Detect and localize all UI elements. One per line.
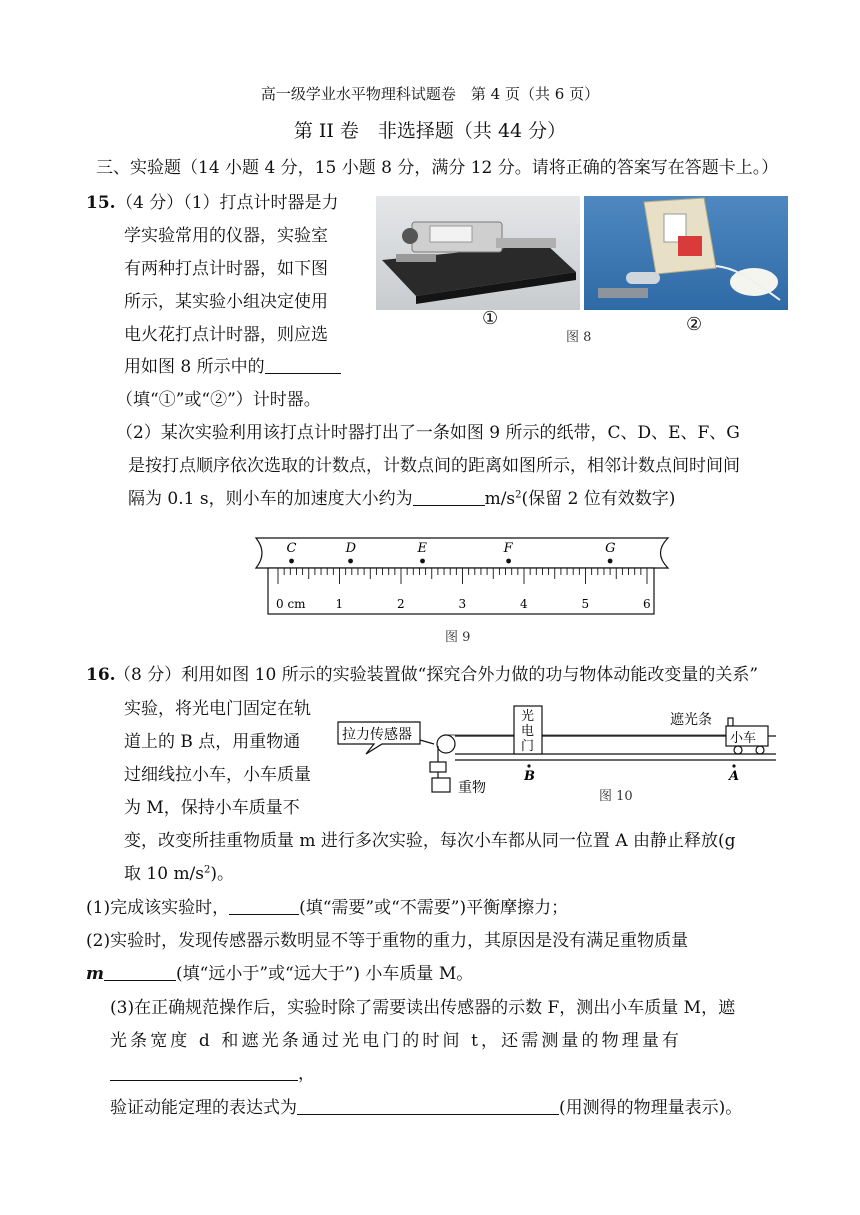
q15-answer-blank-2[interactable]	[413, 489, 485, 506]
fig9-caption: 图 9	[445, 630, 471, 645]
weight-box	[432, 778, 450, 792]
q15-number: 15.	[86, 193, 116, 213]
point-b-label: B	[524, 769, 535, 784]
q16-answer-blank-2[interactable]	[104, 964, 176, 981]
q16-line3: 道上的 B 点，用重物通	[124, 732, 301, 752]
fig9-tape-ruler	[240, 530, 680, 620]
ruler-unit-label: 0 cm	[276, 597, 306, 611]
fig10-caption: 图 10	[599, 789, 633, 804]
q16-s1: (1)完成该实验时， (填“需要”或“不需要”)平衡摩擦力；	[86, 898, 569, 918]
q15-answer-blank-1[interactable]	[265, 357, 341, 374]
tape-point-label: C	[286, 541, 297, 556]
ruler-tick-label: 2	[397, 597, 405, 611]
strip-label: 遮光条	[670, 712, 712, 728]
q16-line1: （8 分）利用如图 10 所示的实验装置做“探究合外力做的功与物体动能改变量的关系”	[114, 665, 759, 685]
q15-line2: 学实验常用的仪器，实验室	[124, 226, 328, 246]
q16-s3-line1: (3)在正确规范操作后，实验时除了需要读出传感器的示数 F，测出小车质量 M，遮	[110, 998, 736, 1018]
q16-line2: 实验，将光电门固定在轨	[124, 699, 311, 719]
tape-point	[348, 559, 353, 564]
fig8-label-2: ②	[686, 314, 703, 335]
fig8-photo-2	[584, 196, 788, 310]
q15-line6: 用如图 8 所示中的	[124, 357, 341, 377]
point-a-label: A	[729, 769, 740, 784]
q16-line7: 取 10 $m/s^2$)。	[124, 864, 235, 884]
tape-point-label: G	[605, 541, 616, 556]
q16-s2-line2: m (填“远小于”或“远大于”) 小车质量 M。	[86, 964, 474, 984]
tape-point-label: F	[503, 541, 513, 556]
fig8-label-1: ①	[482, 308, 499, 329]
q15-line1: （4 分）（1）打点计时器是力	[116, 193, 339, 213]
fig8-timer-2-illustration	[584, 196, 788, 310]
gate-label-3: 门	[521, 739, 535, 754]
q16-answer-blank-3[interactable]	[110, 1064, 298, 1081]
gate-label-1: 光	[521, 709, 535, 724]
tape-point	[608, 559, 613, 564]
ruler-tick-label: 3	[458, 597, 467, 611]
ruler-tick-label: 5	[581, 597, 590, 611]
q15-line3: 有两种打点计时器，如下图	[124, 259, 328, 279]
fig8-caption: 图 8	[566, 330, 592, 345]
tape-point	[420, 559, 425, 564]
sensor-label: 拉力传感器	[342, 727, 412, 743]
q15-line7: （填“①”或“②”）计时器。	[116, 390, 321, 410]
ruler-tick-label: 1	[335, 597, 344, 611]
q16-s3-line4: 验证动能定理的表达式为 (用测得的物理量表示)。	[110, 1098, 743, 1118]
q15-part2-line1: （2）某次实验利用该打点计时器打出了一条如图 9 所示的纸带，C、D、E、F、G	[116, 423, 740, 443]
q16-line4: 过细线拉小车，小车质量	[124, 765, 311, 785]
tape-point	[289, 559, 294, 564]
ruler-tick-label: 4	[520, 597, 528, 611]
page-header: 高一级学业水平物理科试题卷 第 4 页（共 6 页）	[260, 85, 600, 103]
weight-label: 重物	[458, 780, 486, 796]
q15-part2-line2: 是按打点顺序依次选取的计数点，计数点间的距离如图所示，相邻计数点间时间间	[128, 456, 740, 476]
part-title: 第 II 卷 非选择题（共 44 分）	[293, 120, 567, 142]
fig8-timer-1-illustration	[376, 196, 580, 310]
q16-s2-line1: (2)实验时，发现传感器示数明显不等于重物的重力，其原因是没有满足重物质量	[86, 931, 689, 951]
fig10-apparatus	[336, 700, 786, 810]
q15-line5: 电火花打点计时器，则应选	[124, 325, 328, 345]
q16-line5: 为 M，保持小车质量不	[124, 798, 300, 818]
q15-part2-line3: 隔为 0.1 s，则小车的加速度大小约为 $m/s^2$(保留 2 位有效数字)	[128, 489, 676, 509]
tape-point-label: D	[345, 541, 357, 556]
q15-line4: 所示，某实验小组决定使用	[124, 292, 328, 312]
pulley	[437, 735, 455, 753]
section-intro: 三、实验题（14 小题 4 分，15 小题 8 分，满分 12 分。请将正确的答案写在答题卡上。）	[96, 158, 779, 178]
cart-label: 小车	[730, 731, 757, 746]
fig8-photo-1	[376, 196, 580, 310]
gate-label-2: 电	[521, 724, 535, 739]
q16-line6: 变，改变所挂重物质量 m 进行多次实验，每次小车都从同一位置 A 由静止释放(g	[124, 831, 736, 851]
q16-s3-line3: ，	[110, 1064, 315, 1084]
q16-answer-blank-4[interactable]	[297, 1098, 559, 1115]
q16-number: 16.	[86, 665, 116, 685]
q16-answer-blank-1[interactable]	[229, 898, 299, 915]
tape-point-label: E	[417, 541, 428, 556]
ruler-tick-label: 6	[643, 597, 651, 611]
tape-point	[506, 559, 511, 564]
q16-s3-line2: 光条宽度 d 和遮光条通过光电门的时间 t，还需测量的物理量有	[110, 1031, 683, 1051]
sensor-box	[430, 762, 446, 772]
